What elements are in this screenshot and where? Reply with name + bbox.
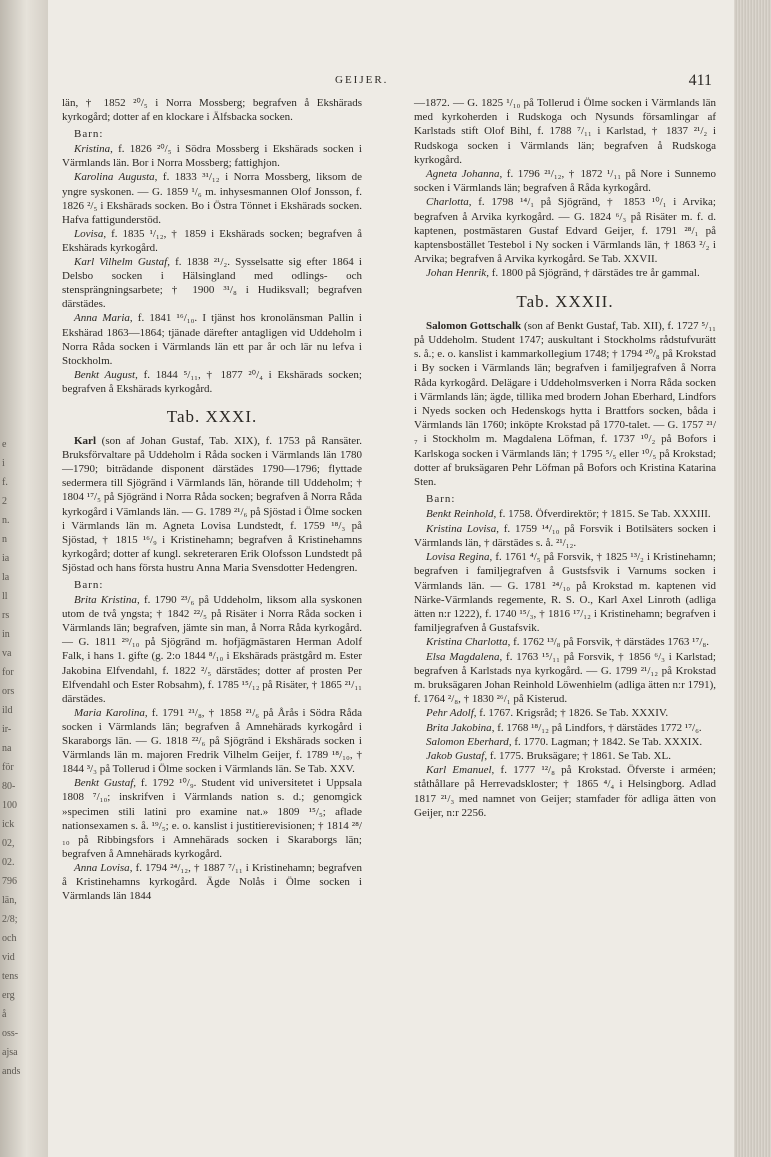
child-name: Pehr Adolf [426,707,474,720]
child-name: Benkt August [74,368,136,381]
margin-fragment: rs [2,610,10,621]
child-entry: Benkt Reinhold, f. 1758. Öfverdirektör; † 1815. Se Tab. XXXIII. [426,508,711,521]
margin-fragment: 2 [2,496,7,507]
child-entry: Brita Jakobina, f. 1768 ¹⁸/₁₂ på Lindfors, † därstädes 1772 ¹⁷/₆. [426,721,702,734]
child-entry: Kristina Lovisa, f. 1759 ¹⁴/₁₀ på Forsvik i Botilsäters socken i Värmlands län, † därstädes s. å. ²¹/₁₂. [414,522,717,549]
child-entry: Kristina Charlotta, f. 1762 ¹³/₈ på Forsvik, † därstädes 1763 ¹⁷/₈. [426,636,709,649]
margin-fragment: ajsa [2,1047,18,1058]
right-column [414,96,716,820]
page-number: 411 [688,72,712,89]
margin-fragment: 02, [2,838,15,849]
margin-fragment: va [2,648,12,659]
margin-fragment: län, [2,895,17,906]
child-name: Anna Maria [74,312,130,325]
child-entry: Pehr Adolf, f. 1767. Krigsråd; † 1826. Se Tab. XXXIV. [426,707,669,720]
child-name: Karl Vilhelm Gustaf [74,256,168,269]
child-name: Lovisa Regina [426,551,490,564]
margin-fragment: för [2,762,14,773]
child-name: Jakob Gustaf [426,749,485,762]
margin-fragment: ors [2,686,15,697]
child-name: Anna Lovisa [74,861,130,874]
children-heading: Barn: [74,128,104,141]
child-name: Benkt Gustaf [74,777,134,790]
margin-fragment: i [2,458,5,469]
margin-fragment: ild [2,705,13,716]
page-edge [734,0,771,1157]
child-entry: Anna Maria, f. 1841 ¹⁶/₁₀. I tjänst hos kronolänsman Pallin i Ekshärad 1863—1864; tjänade därefter antagligen vid Uddeholm i Norra Råda socken i Värmlands län ett par år och lär nu lefva i Stockholm. [62,312,362,367]
margin-fragment: in [2,629,10,640]
book-page [48,0,734,1157]
child-entry: Lovisa Regina, f. 1761 ⁴/₅ på Forsvik, † 1825 ¹³/₂ i Kristinehamn; begrafven i familjegrafven å Gustsfsvik i Varnums socken i Värmlands län. — G. 1781 ²⁴/₁₀ på Krokstad m. kaptenen vid Närke-Värmlands regemente, R. S. O., Karl Axel Linroth (adliga ätten n:r 1222), f. 1740 ¹⁵/₃, † 1816 ¹⁷/₁₂ i Kristinehamn; begrafven i familjegrafven å Gustafsvik. [414,551,716,635]
margin-fragment: å [2,1009,7,1020]
genealogy-entry: Karl (son af Johan Gustaf, Tab. XIX), f. 1753 på Ransäter. Bruksförvaltare på Uddeholm i Råda socken i Värmlands län 1780—1790; biträdande disponent därstädes 1790—1796; flyttade sedermera till Sjögränd i Värmlands län, hörande till Uddeholm; † 1804 ¹⁷/₅ på Sjögränd i Norra Råda socken; begrafven å Norra Råda kyrkogård i Vämlands län. — G. 1789 ²¹/₆ på Sjöstad i Ölme socken i Värmlands län m. Agneta Lovisa Lundstedt, f. 1759 ¹⁸/₃ på Sjöstad, † 1815 ¹⁶/₉ i Kristinehamn; begrafven å Kristinehamns kyrkogård; dotter af kungl. sekreteraren Erik Olofsson Lundstedt på Sjöstad och hans första hustru Anna Maria Svensdotter Hedengren. [62,435,362,574]
continued-paragraph: —1872. — G. 1825 ¹/₁₀ på Tollerud i Ölme socken i Värmlands län med kyrkoherden i Rudskoga och Nysunds församlingar af Karlstads stift Olof Bihl, f. 1788 ⁷/₁₁ i Karlstad, † 1837 ²¹/₂ i Rudskoga socken i Värmlands län; begrafven å Rudskoga kyrkogård. [414,97,716,166]
child-entry: Anna Lovisa, f. 1794 ²⁴/₁₂, † 1887 ⁷/₁₁ i Kristinehamn; begrafven å Kristinehamns kyrkogård. Ägde Nolås i Ölme socken i Värmlands län 1844 [62,861,362,903]
child-entry: Benkt Gustaf, f. 1792 ¹⁰/₉. Student vid universitetet i Uppsala 1808 ⁷/₁₀; inskrifven i Värmlands nation s. d.; genomgick »specimen stili latini pro examine nat.» 1809 ¹⁵/₅; aflade nationsexamen s. å. ¹⁹/₅; e. o. kanslist i justitierevisionen; † 1814 ²⁸/₁₀ på Ribbingsfors i Amnehärads socken i Skaraborgs län; begrafven å Amnehärads kyrkogård. [62,777,362,860]
margin-fragment: 100 [2,800,17,811]
child-entry: Maria Karolina, f. 1791 ²¹/₈, † 1858 ²¹/₆ på Årås i Södra Råda socken i Värmlands län; begrafven å Amnehärads kyrkogård i Skaraborgs län. — G. 1818 ²²/₆ på Sjögränd i Ekshärads socken i Värmlands län m. majoren Fredrik Vilhelm Geijer, f. 1789 ¹⁸/₁₀, † 1844 ³/₃ på Tollerud i Ölme socken i Värmlands län. Se Tab. XXV. [62,706,362,776]
child-name: Agneta Johanna [426,168,500,181]
child-entry: Benkt August, f. 1844 ⁵/₁₁, † 1877 ²⁰/₄ i Ekshärads socken; begrafven å Ekshärads kyrkogård. [62,368,362,395]
margin-fragment: oss- [2,1028,19,1039]
children-heading: Barn: [74,579,104,591]
margin-fragment: na [2,743,12,754]
child-entry: Brita Kristina, f. 1790 ²³/₆ på Uddeholm, liksom alla syskonen utom de två yngsta; † 1842 ²²/₅ på Risäter i Norra Råda socken i Värmlands län; begrafven, jämte sin man, å Norra Råda kyrkogård. — G. 1811 ²⁹/₁₀ på Sjögränd m. hofjägmästaren Herman Adolf Falk, i hans 1. gifte (g. 2:o 1844 ⁸/₁₀ i Ekshärads prästgård m. Ester Jakobina Elfvendahl, f. 1822 ²/₅ därstädes; dotter af prosten Per Elfvendahl och Ester Robsahm), f. 1785 ¹⁵/₁₂ på Risäter, † 1865 ²¹/₁₁ därstädes. [62,594,362,705]
margin-fragment: la [2,572,10,583]
child-name: Brita Kristina [74,594,137,607]
left-column [62,96,362,903]
child-entry: Elsa Magdalena, f. 1763 ¹⁵/₁₁ på Forsvik, † 1856 ⁶/₃ i Karlstad; begrafven å Karlstads nya kyrkogård. — G. 1799 ²¹/₁₂ på Krokstad m. bruksägaren Johan Reinhold Löwenhielm (adliga ätten n:r 1791), f. 1764 ²/₈, † 1830 ²⁶/₁ på Kisterud. [414,650,716,706]
margin-fragment: for [2,667,14,678]
margin-fragment: ia [2,553,10,564]
running-head: GEIJER. [335,74,389,86]
margin-fragment: ands [2,1066,21,1077]
margin-fragment: e [2,439,7,450]
child-entry: Charlotta, f. 1798 ¹⁴/₁ på Sjögränd, † 1853 ¹⁰/₁ i Arvika; begrafven å Arvika kyrkogård. — G. 1824 ⁶/₃ på Risäter m. f. d. kaptenen, postmästaren Gustaf Edvard Geijer, f. 1791 ²⁸/₁ på kaptensbostället Testebol i Ny socken i Värmlands län, † 1863 ²/₂ i Arvika; begrafven å Arvika kyrkogård. Se Tab. XXVII. [414,196,716,266]
child-name: Salomon Eberhard [426,735,509,748]
margin-fragment: 2/8; [2,914,18,925]
margin-fragment: vid [2,952,15,963]
child-name: Kristina Charlotta [426,636,508,649]
child-name: Benkt Reinhold [426,508,494,521]
adjacent-page-strip [0,0,48,1157]
children-heading: Barn: [426,493,456,506]
child-name: Karl Emanuel [426,764,492,777]
margin-fragment: n [2,534,7,545]
table-heading: Tab. XXXI. [166,406,258,426]
child-entry: Lovisa, f. 1835 ¹/₁₂, † 1859 i Ekshärads socken; begrafven å Ekshärads kyrkogård. [62,227,362,254]
table-heading: Tab. XXXII. [516,291,614,311]
child-entry: Kristina, f. 1826 ²⁰/₅ i Södra Mossberg i Ekshärads socken i Värmlands län. Bor i Norra Mossberg; fattighjon. [62,143,362,170]
margin-fragment: och [2,933,17,944]
child-entry: Karl Vilhelm Gustaf, f. 1838 ²¹/₂. Sysselsatte sig efter 1864 i Delsbo socken i Hälsingland med odlings- och stensprängningsarbete; † 1900 ³¹/₈ i Hudiksvall; begrafven därstädes. [62,256,362,311]
child-entry: Johan Henrik, f. 1800 på Sjögränd, † därstädes tre år gammal. [426,267,700,280]
margin-fragment: ir- [2,724,12,735]
continued-paragraph: län, † 1852 ²⁰/₅ i Norra Mossberg; begrafven å Ekshärads kyrkogård; dotter af en klockare i Älfsbacka socken. [62,97,362,124]
page-header [48,72,734,92]
child-name: Elsa Magdalena [426,650,500,663]
margin-fragment: erg [2,990,15,1001]
child-entry: Karl Emanuel, f. 1777 ¹²/₈ på Krokstad. Öfverste i arméen; ståthållare på Herrevadskloster; † 1865 ⁴/₄ i Helsingborg. Adlad 1817 ²¹/₃ med namnet von Geijer; stamfader för adliga ätten von Geijer, n:r 2256. [414,764,716,819]
child-entry: Jakob Gustaf, f. 1775. Bruksägare; † 1861. Se Tab. XL. [426,749,671,762]
child-name: Karolina Augusta [74,171,155,184]
child-entry: Karolina Augusta, f. 1833 ³¹/₁₂ i Norra Mossberg, liksom de yngre syskonen. — G. 1859 ¹/₆ m. inhysesmannen Olof Jonsson, f. 1826 ²/₅ i Ekshärads socken. Bo i Östra Tönnet i Ekshärads socken. Hafva fattigunderstöd. [62,171,362,226]
margin-fragment: ll [2,591,8,602]
margin-fragment: f. [2,477,8,488]
margin-fragment: ick [2,819,15,830]
child-entry: Salomon Eberhard, f. 1770. Lagman; † 1842. Se Tab. XXXIX. [426,735,703,748]
entry-head-name: Karl [74,435,96,448]
child-name: Brita Jakobina [426,721,492,734]
entry-head-name: Salomon Gottschalk [426,319,522,332]
child-name: Maria Karolina [74,706,145,719]
child-name: Johan Henrik [426,267,487,280]
margin-fragment: 02. [2,857,15,868]
margin-fragment: 80- [2,781,16,792]
child-name: Kristina [74,143,111,156]
genealogy-entry: Salomon Gottschalk (son af Benkt Gustaf, Tab. XII), f. 1727 ⁵/₁₁ på Uddeholm. Student 1747; auskultant i Stockholms rådstufvurätt s. å.; e. o. kanslist i kammarkollegium 1748; † 1794 ²⁰/₈ på Krokstad i By socken i Värmlands län; begrafven i familjegrafven å Norra Råda kyrkogård. Delägare i Uddeholmsverken i Norra Råda socken i Värmlands län; ägde, tillika med brodern Johan Eberhard, Lindfors i Nyeds socken och Hedenskogs hytta i Brattfors socken, båda i Värmlands län 1760; inköpte Krokstad på 1770-talet. — G. 1757 ²¹/₇ i Stockholm m. Magdalena Löfman, f. 1737 ¹⁰/₂ på Bofors i Karlskoga socken i Värmlands län; † 1795 ⁵/₅ eller ¹⁰/₅ på Krokstad; dotter af bruksägaren Pehr Löfman på Bofors och Kristina Katarina Sten. [414,319,716,489]
margin-fragment: 796 [2,876,17,887]
margin-fragment: n. [2,515,10,526]
child-name: Charlotta [426,196,469,209]
child-name: Lovisa [74,227,104,240]
child-name: Kristina Lovisa [426,522,497,535]
margin-fragment: tens [2,971,19,982]
child-entry: Agneta Johanna, f. 1796 ²¹/₁₂, † 1872 ¹/₁₁ på Nore i Sunnemo socken i Värmlands län; begrafven å Råda kyrkogård. [414,168,716,195]
